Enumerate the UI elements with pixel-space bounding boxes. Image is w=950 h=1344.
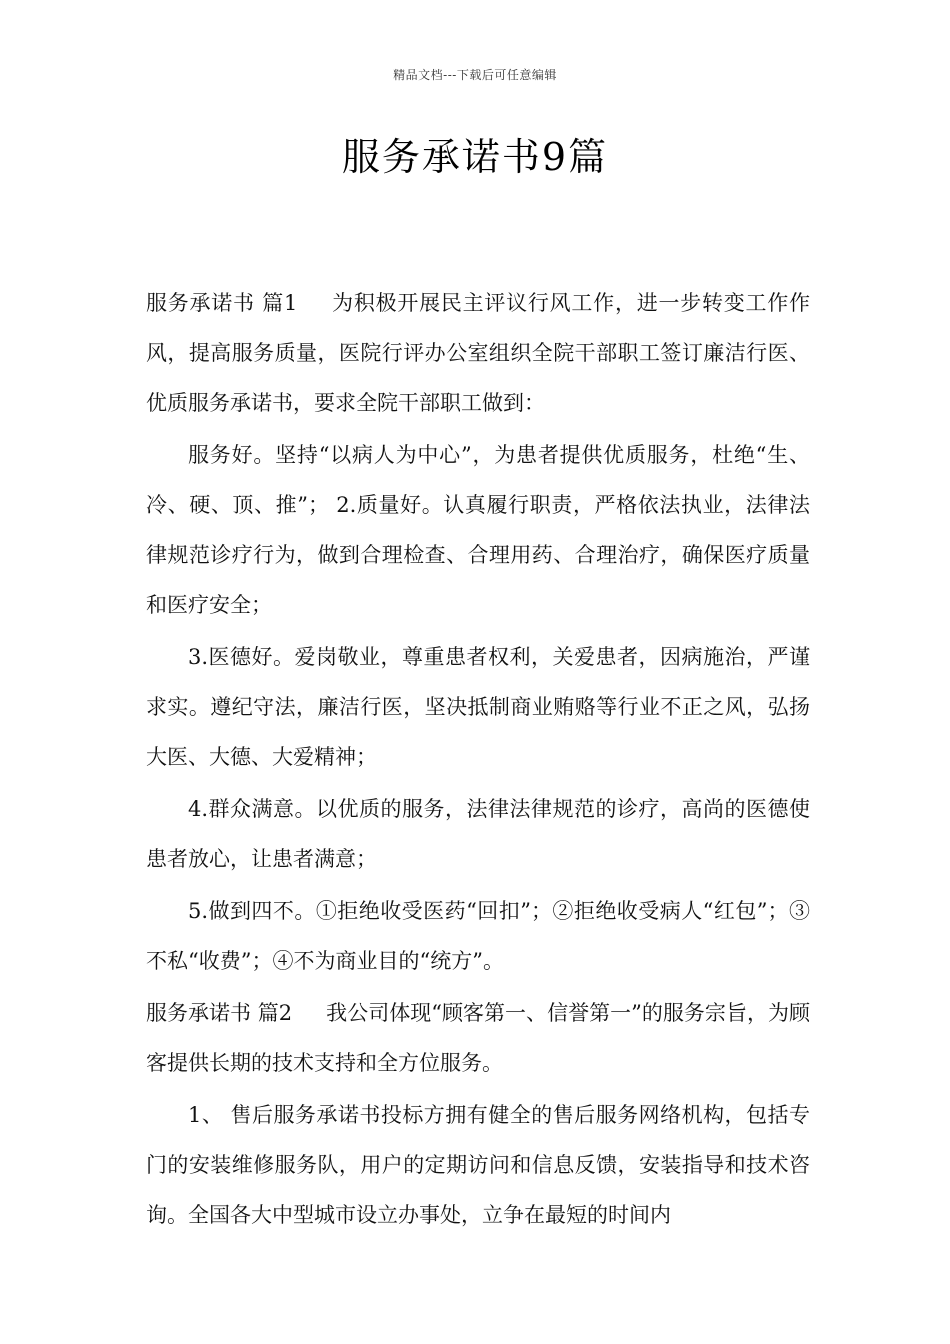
section-label: 服务承诺书 篇2: [146, 1001, 293, 1025]
paragraph-1: [146, 278, 810, 428]
paragraph-2: 服务好。坚持“以病人为中心”，为患者提供优质服务，杜绝“生、冷、硬、顶、推”； 2.质量好。认真履行职责，严格依法执业，法律法律规范诊疗行为，做到合理检查、合理用药、合理治疗，确保医疗质量和医疗安全；: [146, 443, 810, 617]
document-body: [146, 278, 810, 1242]
paragraph-4: 4.群众满意。以优质的服务，法律法律规范的诊疗，高尚的医德使患者放心，让患者满意；: [146, 797, 810, 871]
document-title: 服务承诺书9篇: [341, 135, 609, 179]
paragraph-text: 我公司体现“顾客第一、信誉第一”的服务宗旨，为顾客提供长期的技术支持和全方位服务。: [146, 1001, 810, 1075]
paragraph-7: 1、 售后服务承诺书投标方拥有健全的售后服务网络机构，包括专门的安装维修服务队，用户的定期访问和信息反馈，安装指导和技术咨询。全国各大中型城市设立办事处，立争在最短的时间内: [146, 1103, 810, 1227]
paragraph-6: [146, 988, 810, 1088]
paragraph-3: 3.医德好。爱岗敬业，尊重患者权利，关爱患者，因病施治，严谨求实。遵纪守法，廉洁行医，坚决抵制商业贿赂等行业不正之风，弘扬大医、大德、大爱精神；: [146, 645, 810, 769]
paragraph-5: 5.做到四不。①拒绝收受医药“回扣”；②拒绝收受病人“红包”；③不私“收费”；④不为商业目的“统方”。: [146, 899, 810, 973]
paragraph-text: 为积极开展民主评议行风工作，进一步转变工作作风，提高服务质量，医院行评办公室组织全院干部职工签订廉洁行医、优质服务承诺书，要求全院干部职工做到：: [146, 291, 810, 415]
header-note: 精品文档---下载后可任意编辑: [393, 68, 557, 82]
section-label: 服务承诺书 篇1: [146, 291, 298, 315]
